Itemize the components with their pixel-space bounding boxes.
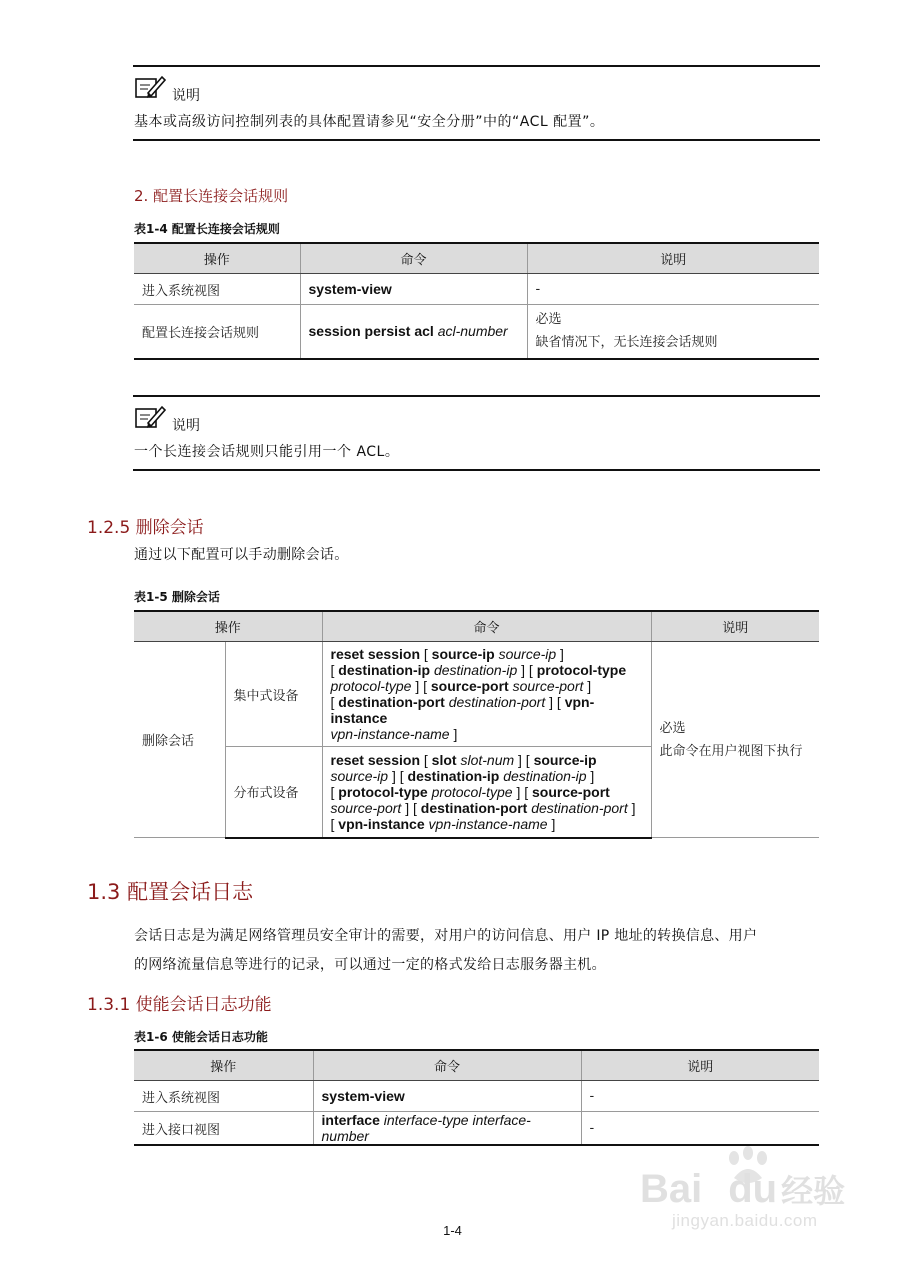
cmd-keyword: source-port — [532, 783, 610, 800]
cmd-keyword: destination-ip — [338, 662, 431, 678]
cmd-keyword: source-port — [430, 678, 509, 694]
cmd-punct: ] — [583, 678, 592, 694]
table-caption: 表1-6 使能会话日志功能 — [134, 1030, 268, 1044]
cmd-punct: ] [ — [545, 694, 565, 710]
description-cell: - — [581, 1081, 819, 1112]
watermark-brand: 经验 — [781, 1172, 846, 1210]
table-header-row — [134, 243, 819, 274]
description-line: 此命令在用户视图下执行 — [659, 743, 803, 759]
cmd-arg: source-port — [330, 799, 402, 816]
command-keyword: session persist acl — [308, 323, 434, 340]
command-keyword: system-view — [321, 1088, 405, 1104]
table-caption: 表1-4 配置长连接会话规则 — [134, 222, 280, 236]
cmd-punct: ] [ — [411, 678, 431, 694]
cmd-punct: ] [ — [517, 662, 537, 678]
watermark-url: jingyan.baidu.com — [672, 1211, 818, 1230]
command-keyword: system-view — [308, 281, 392, 297]
command-line — [331, 646, 643, 662]
cmd-keyword: destination-port — [420, 799, 528, 816]
cmd-punct: ] — [449, 726, 458, 742]
cmd-arg: destination-ip — [433, 662, 518, 678]
operation-cell: 进入系统视图 — [134, 274, 300, 305]
cmd-arg: protocol-type — [431, 783, 513, 800]
description-cell: - — [581, 1112, 819, 1146]
cmd-arg: source-ip — [498, 646, 557, 662]
note-text: 基本或高级访问控制列表的具体配置请参见“安全分册”中的“ACL 配置”。 — [134, 114, 605, 130]
cmd-punct: [ — [330, 694, 339, 710]
cmd-arg: destination-ip — [503, 767, 587, 784]
cmd-keyword: vpn-instance — [338, 815, 425, 832]
command-argument: acl-number — [437, 323, 508, 340]
description-cell — [651, 642, 819, 838]
table-row — [134, 305, 819, 359]
cmd-keyword: source-ip — [533, 751, 597, 768]
paragraph-line: 的网络流量信息等进行的记录，可以通过一定的格式发给日志服务器主机。 — [134, 957, 606, 973]
command-line — [331, 694, 643, 726]
cmd-keyword: source-ip — [431, 646, 495, 662]
column-header: 说明 — [527, 243, 819, 274]
cmd-keyword: reset session — [330, 646, 420, 662]
section-heading: 2. 配置长连接会话规则 — [134, 187, 289, 205]
column-header: 操作 — [134, 611, 322, 642]
note-pencil-icon — [134, 73, 166, 101]
description-cell — [527, 305, 819, 359]
cmd-arg: vpn-instance-name — [428, 815, 548, 832]
cmd-arg: source-port — [512, 678, 584, 694]
table-row — [134, 1081, 819, 1112]
cmd-punct: [ — [330, 662, 339, 678]
column-header: 命令 — [300, 243, 527, 274]
operation-cell: 进入系统视图 — [134, 1081, 313, 1112]
command-cell — [322, 747, 651, 838]
note-pencil-icon — [134, 403, 166, 431]
cmd-arg: destination-port — [448, 694, 546, 710]
command-cell — [300, 305, 527, 359]
section-heading: 1.2.5 删除会话 — [87, 518, 204, 538]
description-cell: - — [527, 274, 819, 305]
cmd-arg: vpn-instance-name — [330, 726, 450, 742]
cmd-punct: ] [ — [514, 751, 534, 768]
description-line: 缺省情况下，无长连接会话规则 — [535, 335, 718, 351]
column-header: 操作 — [134, 1050, 313, 1081]
column-header: 命令 — [313, 1050, 581, 1081]
command-cell — [322, 642, 651, 747]
column-header: 操作 — [134, 243, 300, 274]
command-cell — [313, 1112, 581, 1146]
cmd-punct: ] [ — [388, 767, 408, 784]
cmd-keyword: reset session — [330, 751, 420, 768]
table-1-5 — [134, 610, 819, 839]
command-keyword: interface — [321, 1112, 380, 1128]
command-line — [331, 662, 643, 678]
cmd-arg: slot-num — [460, 751, 515, 768]
cmd-punct: ] [ — [512, 783, 533, 800]
note-top-rule — [133, 65, 820, 67]
cmd-keyword: protocol-type — [338, 783, 428, 800]
table-row — [134, 274, 819, 305]
watermark-brand: du — [728, 1167, 778, 1211]
table-header-row — [134, 1050, 819, 1081]
command-cell — [313, 1081, 581, 1112]
paragraph: 通过以下配置可以手动删除会话。 — [134, 547, 349, 563]
operation-subcell: 集中式设备 — [225, 642, 322, 747]
watermark-logo — [640, 1166, 845, 1212]
column-header: 说明 — [581, 1050, 819, 1081]
cmd-punct: [ — [420, 646, 432, 662]
operation-cell: 删除会话 — [134, 642, 225, 838]
cmd-keyword: destination-port — [338, 694, 445, 710]
section-heading: 1.3.1 使能会话日志功能 — [87, 995, 272, 1015]
command-line — [331, 800, 643, 816]
command-cell — [300, 274, 527, 305]
cmd-keyword: destination-ip — [407, 767, 500, 784]
page-number: 1-4 — [443, 1223, 462, 1238]
cmd-punct: ] — [627, 799, 636, 816]
operation-cell: 进入接口视图 — [134, 1112, 313, 1146]
command-line — [331, 784, 643, 800]
table-row — [134, 1112, 819, 1146]
cmd-punct: ] [ — [401, 799, 421, 816]
table-header-row — [134, 611, 819, 642]
watermark-brand: Bai — [640, 1167, 703, 1211]
command-argument: interface-type interface-number — [321, 1112, 531, 1144]
cmd-keyword: protocol-type — [536, 662, 627, 678]
operation-cell: 配置长连接会话规则 — [134, 305, 300, 359]
description-line: 必选 — [535, 312, 562, 328]
command-line — [331, 726, 643, 742]
table-1-4 — [134, 242, 819, 360]
cmd-punct: [ — [420, 751, 432, 768]
operation-subcell: 分布式设备 — [225, 747, 322, 838]
column-header: 说明 — [651, 611, 819, 642]
command-line — [331, 752, 643, 768]
cmd-arg: protocol-type — [330, 678, 412, 694]
cmd-keyword: slot — [431, 751, 457, 768]
cmd-punct: [ — [330, 815, 339, 832]
cmd-punct: ] — [586, 767, 595, 784]
table-1-6 — [134, 1049, 819, 1146]
description-line: 必选 — [659, 720, 686, 736]
table-caption: 表1-5 删除会话 — [134, 590, 220, 604]
column-header: 命令 — [322, 611, 651, 642]
cmd-keyword: vpn-instance — [330, 694, 595, 726]
cmd-arg: destination-port — [531, 799, 628, 816]
cmd-punct: ] — [547, 815, 556, 832]
note-top-rule — [133, 395, 820, 397]
command-line — [331, 678, 643, 694]
note-label: 说明 — [172, 88, 200, 104]
note-bottom-rule — [133, 139, 820, 141]
note-label: 说明 — [172, 418, 200, 434]
cmd-punct: ] — [556, 646, 564, 662]
chapter-heading: 1.3 配置会话日志 — [87, 880, 254, 904]
cmd-arg: source-ip — [330, 767, 389, 784]
note-text: 一个长连接会话规则只能引用一个 ACL。 — [134, 444, 400, 460]
command-line — [331, 768, 643, 784]
paragraph-line: 会话日志是为满足网络管理员安全审计的需要，对用户的访问信息、用户 IP 地址的转换信息、用户 — [134, 928, 758, 944]
cmd-punct: [ — [330, 783, 339, 800]
command-line — [331, 816, 643, 832]
table-row — [134, 642, 819, 747]
note-bottom-rule — [133, 469, 820, 471]
